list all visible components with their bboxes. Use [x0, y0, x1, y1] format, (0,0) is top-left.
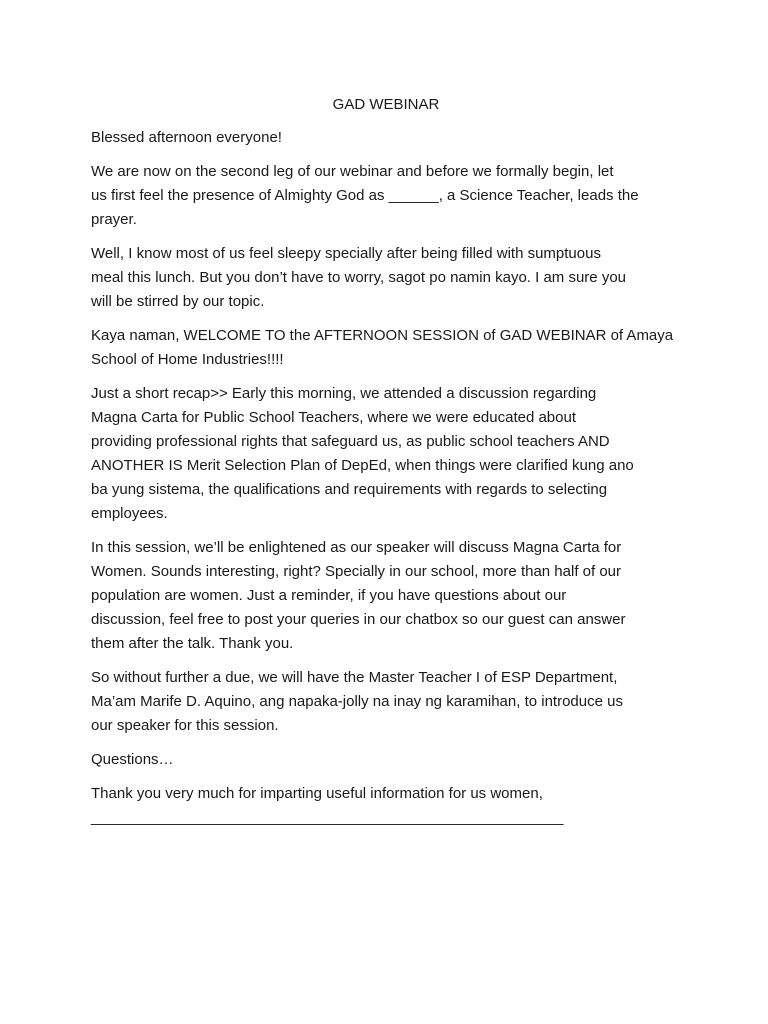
text-line: Just a short recap>> Early this morning, we attended a discussion regarding — [91, 385, 597, 402]
document-title: GAD WEBINAR — [332, 96, 440, 113]
text-line: Kaya naman, WELCOME TO the AFTERNOON SESSION of GAD WEBINAR of Amaya — [91, 327, 674, 344]
text-line: Magna Carta for Public School Teachers, where we were educated about — [91, 409, 577, 426]
paragraph-welcome — [91, 324, 691, 372]
paragraph-session — [91, 536, 691, 656]
text-line: ba yung sistema, the qualifications and requirements with regards to selecting — [91, 481, 608, 498]
paragraph-introduction — [91, 666, 691, 738]
text-line: us first feel the presence of Almighty God as ______, a Science Teacher, leads the — [91, 187, 639, 204]
text-line: In this session, we’ll be enlightened as our speaker will discuss Magna Carta for — [91, 539, 622, 556]
document-body — [91, 93, 691, 840]
text-line: Questions… — [91, 751, 174, 768]
text-line: will be stirred by our topic. — [91, 293, 265, 310]
text-line: employees. — [91, 505, 168, 522]
text-line: population are women. Just a reminder, if you have questions about our — [91, 587, 567, 604]
signature-blank-line: __________________________________________________________ — [91, 809, 564, 826]
text-line: We are now on the second leg of our webinar and before we formally begin, let — [91, 163, 614, 180]
text-line: School of Home Industries!!!! — [91, 351, 284, 368]
text-line: Women. Sounds interesting, right? Specially in our school, more than half of our — [91, 563, 622, 580]
paragraph-prayer — [91, 160, 691, 232]
text-line: ANOTHER IS Merit Selection Plan of DepEd, when things were clarified kung ano — [91, 457, 634, 474]
text-line: Blessed afternoon everyone! — [91, 129, 282, 146]
paragraph-thanks — [91, 782, 691, 830]
paragraph-greeting — [91, 126, 691, 150]
text-line: Ma’am Marife D. Aquino, ang napaka-jolly na inay ng karamihan, to introduce us — [91, 693, 623, 710]
paragraph-questions — [91, 748, 691, 772]
paragraph-lunch — [91, 242, 691, 314]
text-line: them after the talk. Thank you. — [91, 635, 294, 652]
text-line: Well, I know most of us feel sleepy specially after being filled with sumptuous — [91, 245, 601, 262]
text-line: meal this lunch. But you don’t have to worry, sagot po namin kayo. I am sure you — [91, 269, 626, 286]
text-line: So without further a due, we will have the Master Teacher I of ESP Department, — [91, 669, 618, 686]
text-line: prayer. — [91, 211, 137, 228]
text-line: discussion, feel free to post your queries in our chatbox so our guest can answer — [91, 611, 626, 628]
text-line: providing professional rights that safeguard us, as public school teachers AND — [91, 433, 610, 450]
text-line: our speaker for this session. — [91, 717, 279, 734]
text-line: Thank you very much for imparting useful information for us women, — [91, 785, 543, 802]
paragraph-recap — [91, 382, 691, 526]
